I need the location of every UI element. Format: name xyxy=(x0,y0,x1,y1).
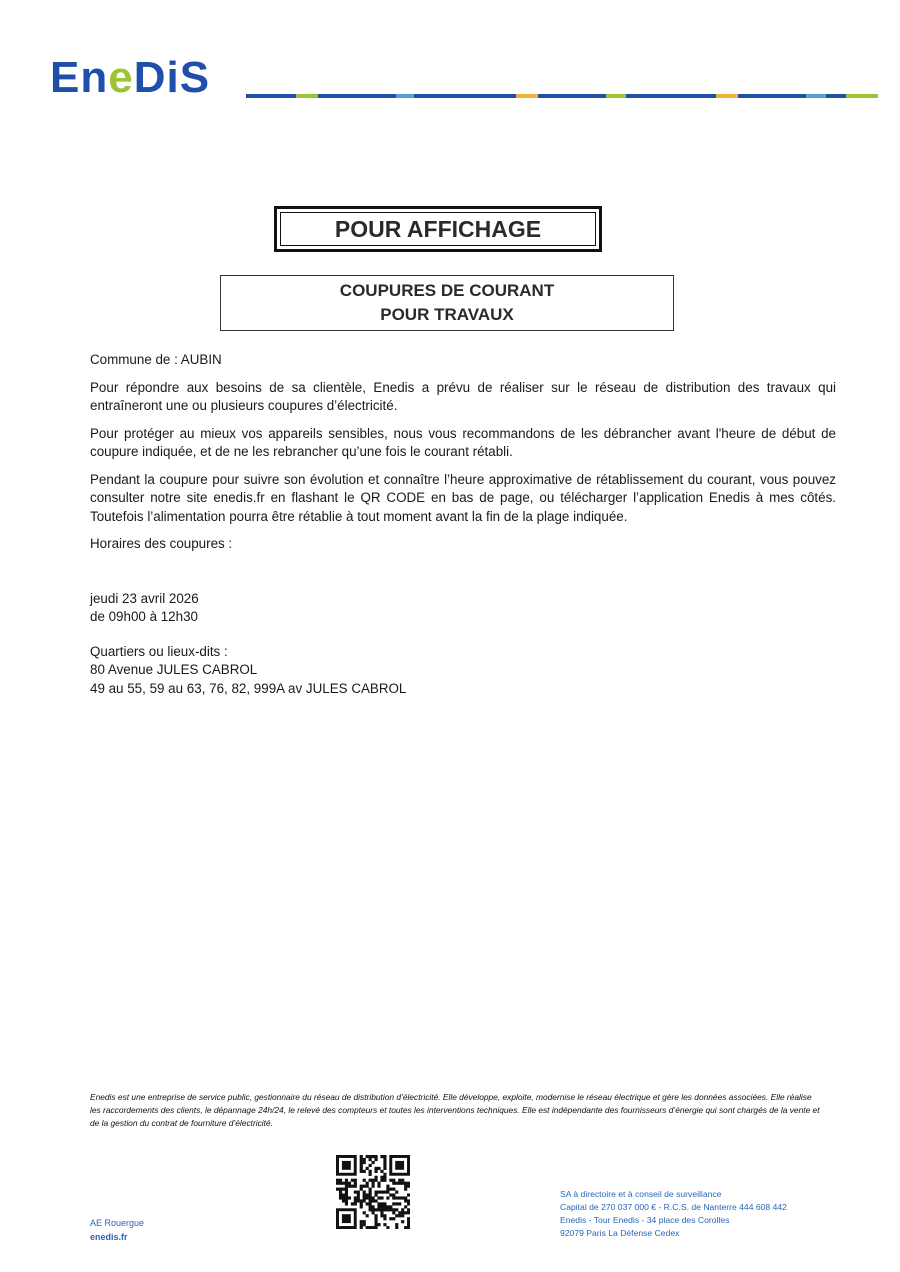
website-link[interactable]: enedis.fr xyxy=(90,1232,128,1242)
title-box xyxy=(274,206,602,252)
legal-notice: Enedis est une entreprise de service public, gestionnaire du réseau de distribution d’électricité. Elle développe, exploite, modernise le réseau électrique et gère les données associées. Elle réalise les raccordements des clients, le dépannage 24h/24, le relevé des compteurs et toutes les interventions techniques. Elle est indépendante des fournisseurs d’énergie qui sont chargés de la vente et de la gestion du contrat de fourniture d’électricité. xyxy=(90,1092,820,1128)
footer-left xyxy=(90,1216,144,1244)
agency-name: AE Rouergue xyxy=(90,1218,145,1228)
schedule-label: Horaires des coupures : xyxy=(90,536,233,551)
areas-block xyxy=(90,643,836,699)
subtitle-box xyxy=(220,275,674,331)
company-info-line3: Enedis - Tour Enedis - 34 place des Corolles xyxy=(560,1215,730,1225)
enedis-logo: EneDiS xyxy=(50,53,211,102)
outage-time: de 09h00 à 12h30 xyxy=(90,609,198,624)
paragraph-3: Pendant la coupure pour suivre son évolution et connaître l’heure approximative de rétablissement du courant, vous pouvez consulter notre site enedis.fr en flashant le QR CODE en bas de page, ou télécharger l’application Enedis à mes côtés. Toutefois l’alimentation pourra être rétablie à tout moment avant la fin de la plage indiquée. xyxy=(90,471,836,524)
commune: Commune de : AUBIN xyxy=(90,352,222,367)
subtitle-line1: COUPURES DE COURANT xyxy=(339,281,555,300)
company-info-line2: Capital de 270 037 000 € - R.C.S. de Nanterre 444 608 442 xyxy=(560,1202,787,1212)
paragraph-1: Pour répondre aux besoins de sa clientèle, Enedis a prévu de réaliser sur le réseau de distribution des travaux qui entraîneront une ou plusieurs coupures d’électricité. xyxy=(90,379,836,413)
notice-title: POUR AFFICHAGE xyxy=(280,212,596,246)
company-info-line4: 92079 Paris La Défense Cedex xyxy=(560,1228,680,1238)
area-1: 80 Avenue JULES CABROL xyxy=(90,662,258,677)
paragraph-2: Pour protéger au mieux vos appareils sensibles, nous vous recommandons de les débrancher avant l'heure de début de coupure indiquée, et de ne les rebrancher qu’une fois le courant rétabli. xyxy=(90,425,836,459)
outage-date: jeudi 23 avril 2026 xyxy=(90,590,199,606)
qr-code-icon[interactable] xyxy=(336,1155,410,1229)
schedule-block xyxy=(90,590,836,627)
company-info xyxy=(560,1188,787,1240)
company-info-line1: SA à directoire et à conseil de surveillance xyxy=(560,1189,722,1199)
area-2: 49 au 55, 59 au 63, 76, 82, 999A av JULES CABROL xyxy=(90,680,407,696)
header-divider xyxy=(246,94,878,98)
areas-label: Quartiers ou lieux-dits : xyxy=(90,643,228,659)
subtitle-line2: POUR TRAVAUX xyxy=(380,305,514,324)
notice-content xyxy=(90,351,836,714)
